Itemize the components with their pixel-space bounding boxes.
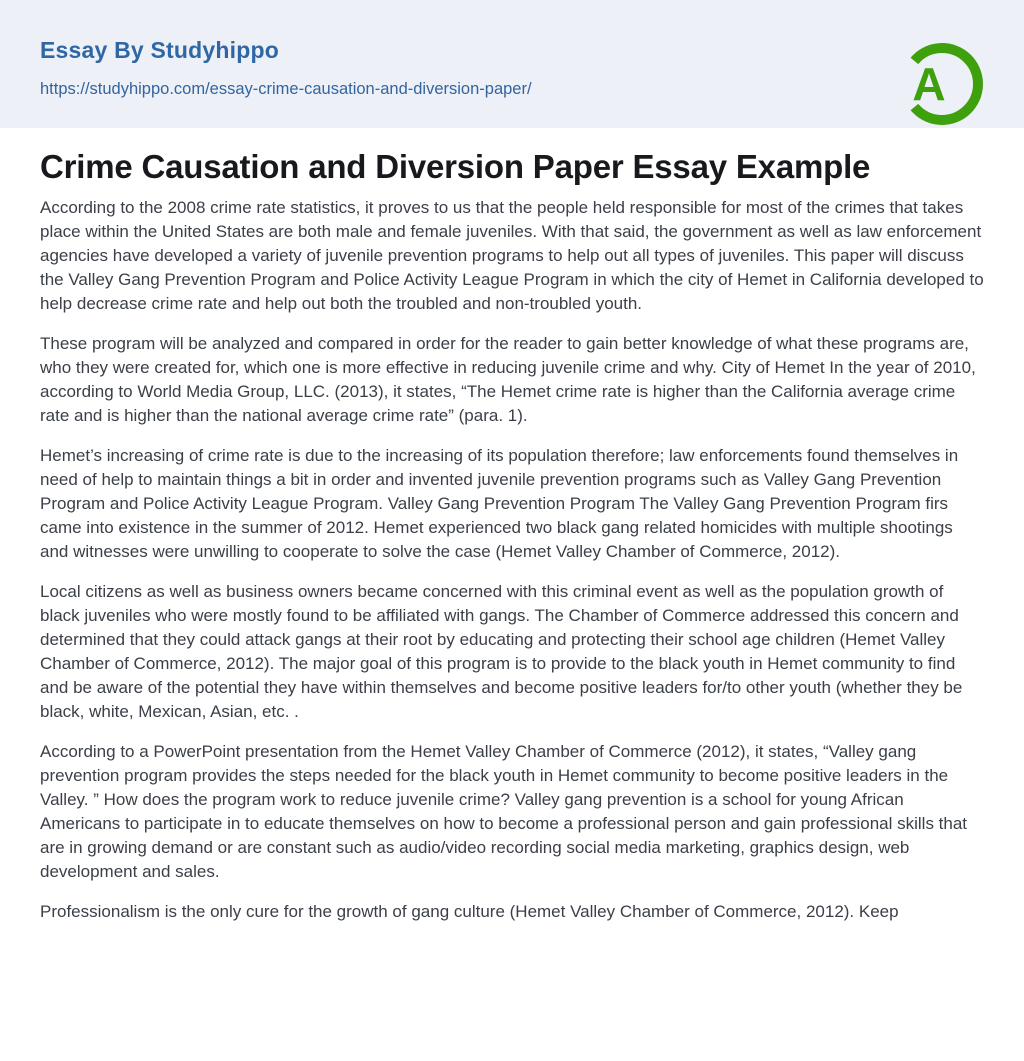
essay-paragraph-4: Local citizens as well as business owners became concerned with this criminal event as well as the population growth of black juveniles who were mostly found to be affiliated with gangs. The Chamber of Commerce addressed this concern and determined that they could attack gangs at their root by educating and protecting their school age children (Hemet Valley Chamber of Commerce, 2012). The major goal of this program is to provide to the black youth in Hemet community to find and be aware of the potential they have within themselves and become positive leaders for/to other youth (whether they be black, white, Mexican, Asian, etc. . [40, 582, 963, 721]
brand-title: Essay By Studyhippo [40, 37, 279, 63]
essay-article [0, 128, 1024, 924]
page-header [0, 0, 1024, 128]
essay-paragraph-5: According to a PowerPoint presentation from the Hemet Valley Chamber of Commerce (2012), it states, “Valley gang prevention program provides the steps needed for the black youth in Hemet community to become positive leaders in the Valley. ” How does the program work to reduce juvenile crime? Valley gang prevention is a school for young African Americans to participate in to educate themselves on how to become a professional person and gain professional skills that are in growing demand or are constant such as audio/video recording social media marketing, graphics design, web development and sales. [40, 742, 968, 881]
essay-paragraph-1: According to the 2008 crime rate statistics, it proves to us that the people held responsible for most of the crimes that takes place within the United States are both male and female juveniles. With that said, the government as well as law enforcement agencies have developed a variety of juvenile prevention programs to help out all types of juveniles. This paper will discuss the Valley Gang Prevention Program and Police Activity League Program in which the city of Hemet in California developed to help decrease crime rate and help out both the troubled and non-troubled youth. [40, 198, 984, 313]
essay-paragraph-6: Professionalism is the only cure for the growth of gang culture (Hemet Valley Chamber of Commerce, 2012). Keep [40, 902, 899, 921]
header-text-block [40, 36, 532, 99]
essay-paragraph-2: These program will be analyzed and compared in order for the reader to gain better knowledge of what these programs are, who they were created for, which one is more effective in reducing juvenile crime and why. City of Hemet In the year of 2010, according to World Media Group, LLC. (2013), it states, “The Hemet crime rate is higher than the California average crime rate and is higher than the national average crime rate” (para. 1). [40, 334, 976, 425]
logo-letter: A [912, 58, 946, 110]
essay-paragraph-3: Hemet’s increasing of crime rate is due to the increasing of its population therefore; law enforcements found themselves in need of help to maintain things a bit in order and invented juvenile prevention programs such as Valley Gang Prevention Program and Police Activity League Program. Valley Gang Prevention Program The Valley Gang Prevention Program firs came into existence in the summer of 2012. Hemet experienced two black gang related homicides with multiple shootings and witnesses were unwilling to cooperate to solve the case (Hemet Valley Chamber of Commerce, 2012). [40, 446, 959, 561]
logo-arc-icon [900, 42, 984, 126]
source-url-link[interactable]: https://studyhippo.com/essay-crime-causation-and-diversion-paper/ [40, 80, 532, 98]
studyhippo-logo-icon [900, 42, 984, 126]
essay-title: Crime Causation and Diversion Paper Essay Example [40, 148, 871, 185]
